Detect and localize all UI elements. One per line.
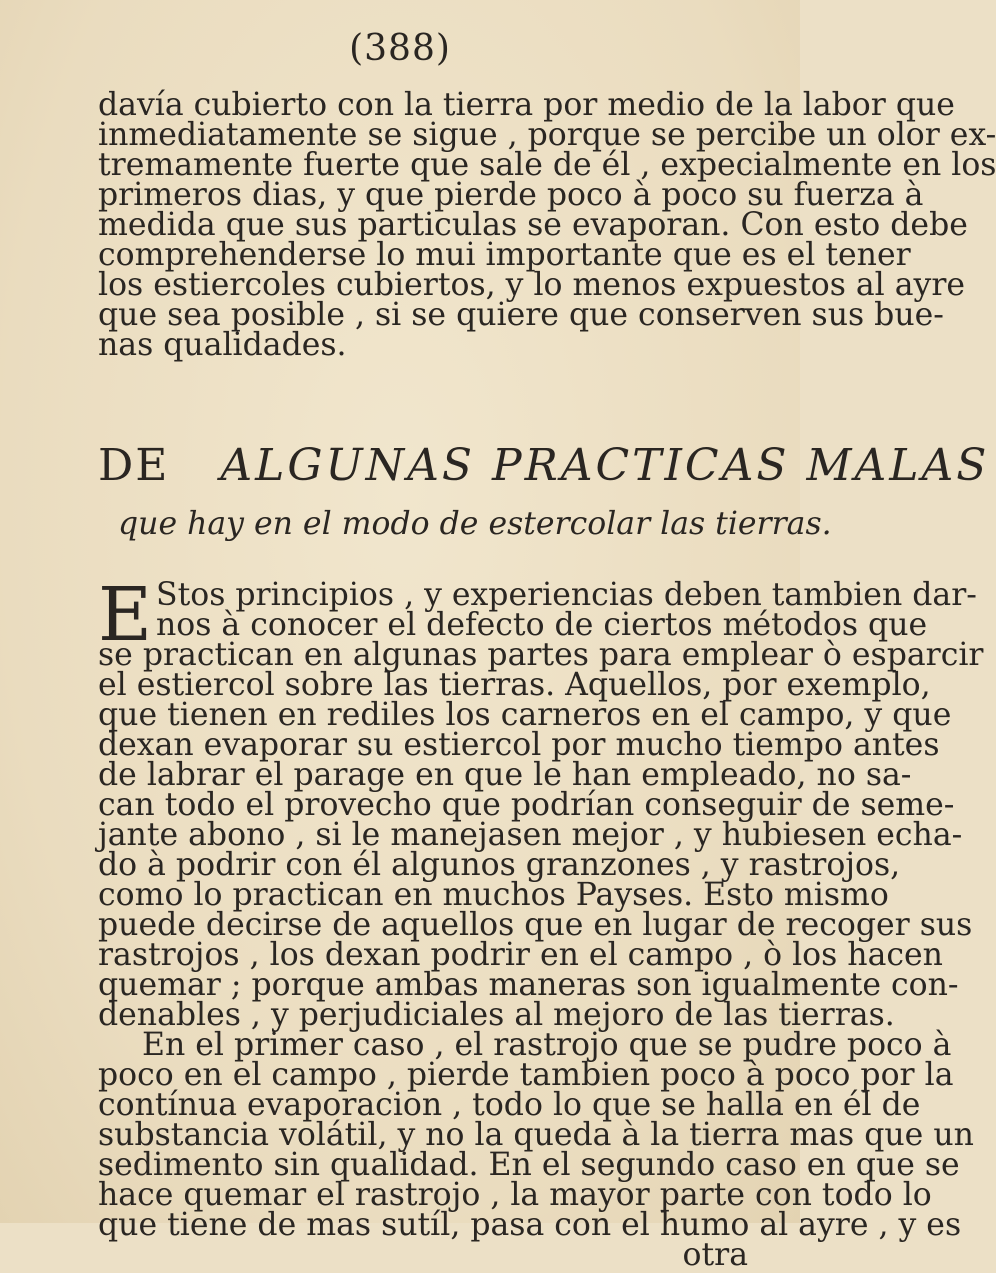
paragraph-1 (98, 87, 996, 363)
text-line: que tiene de mas sutíl, pasa con el humo al ayre , y es (98, 1207, 962, 1243)
text-line: quemar ; porque ambas maneras son igualmente con- (98, 967, 959, 1003)
text-line: poco en el campo , pierde tambien poco à poco por la (98, 1057, 954, 1093)
text-line: el estiercol sobre las tierras. Aquellos, por exemplo, (98, 667, 931, 703)
text-line: nas qualidades. (98, 327, 347, 363)
text-line: Stos principios , y experiencias deben tambien dar- (156, 577, 977, 613)
text-line: tremamente fuerte que sale de él , expecialmente en los (98, 147, 996, 183)
text-line: rastrojos , los dexan podrir en el campo , ò los hacen (98, 937, 943, 973)
text-line: primeros dias, y que pierde poco à poco su fuerza à (98, 177, 924, 213)
text-line: como lo practican en muchos Payses. Esto mismo (98, 877, 889, 913)
text-line: que tienen en rediles los carneros en el campo, y que (98, 697, 952, 733)
text-line: En el primer caso , el rastrojo que se pudre poco à (142, 1027, 952, 1063)
page-number: (388) (349, 28, 451, 69)
text-line: dexan evaporar su estiercol por mucho tiempo antes (98, 727, 940, 763)
section-subheading: que hay en el modo de estercolar las tierras. (118, 506, 832, 542)
text-line: do à podrir con él algunos granzones , y rastrojos, (98, 847, 901, 883)
text-line: los estiercoles cubiertos, y lo menos expuestos al ayre (98, 267, 966, 303)
text-line: medida que sus particulas se evaporan. Con esto debe (98, 207, 968, 243)
text-line: jante abono , si le manejasen mejor , y hubiesen echa- (98, 817, 963, 853)
paragraph-2 (98, 572, 984, 1273)
text-line: contínua evaporacion , todo lo que se halla en él de (98, 1087, 921, 1123)
heading-de: DE (98, 440, 170, 491)
text-line: sedimento sin qualidad. En el segundo caso en que se (98, 1147, 960, 1183)
text-line: denables , y perjudiciales al mejoro de las tierras. (98, 997, 895, 1033)
section-heading (98, 440, 990, 491)
text-line: davía cubierto con la tierra por medio de la labor que (98, 87, 955, 123)
text-line: de labrar el parage en que le han empleado, no sa- (98, 757, 912, 793)
text-line: que sea posible , si se quiere que conserven sus bue- (98, 297, 944, 333)
text-line: substancia volátil, y no la queda à la tierra mas que un (98, 1117, 974, 1153)
heading-main: ALGUNAS PRACTICAS MALAS (220, 440, 990, 491)
catchword: otra (682, 1237, 748, 1273)
drop-cap: E (98, 572, 153, 658)
text-line: comprehenderse lo mui importante que es el tener (98, 237, 911, 273)
text-line: nos à conocer el defecto de ciertos métodos que (156, 607, 928, 643)
text-line: inmediatamente se sigue , porque se percibe un olor ex- (98, 117, 996, 153)
text-line: hace quemar el rastrojo , la mayor parte con todo lo (98, 1177, 932, 1213)
text-line: puede decirse de aquellos que en lugar de recoger sus (98, 907, 973, 943)
text-line: can todo el provecho que podrían conseguir de seme- (98, 787, 955, 823)
text-line: se practican en algunas partes para emplear ò esparcir (98, 637, 984, 673)
